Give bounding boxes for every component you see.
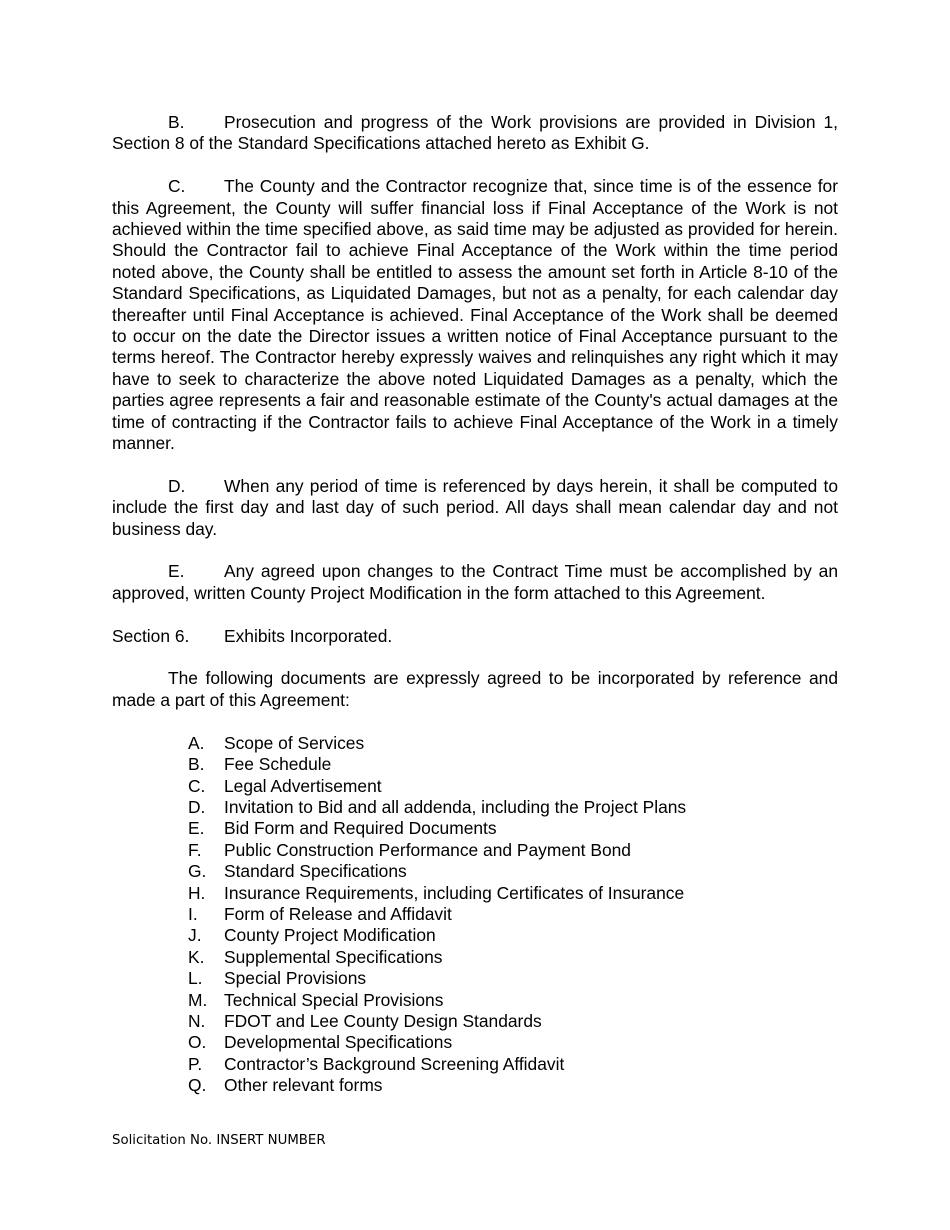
exhibit-letter: I. bbox=[188, 903, 198, 924]
exhibit-letter: C. bbox=[188, 775, 206, 796]
exhibit-title: County Project Modification bbox=[224, 925, 436, 946]
exhibit-item bbox=[188, 1054, 838, 1075]
exhibit-title: Other relevant forms bbox=[224, 1075, 383, 1096]
exhibit-title: Bid Form and Required Documents bbox=[224, 818, 497, 839]
exhibit-item bbox=[188, 840, 838, 861]
paragraph-text: When any period of time is referenced by days herein, it shall be computed to include the first day and last day of such period. All days shall mean calendar day and not business day. bbox=[112, 475, 838, 539]
exhibit-letter: N. bbox=[188, 1010, 206, 1031]
exhibit-letter: D. bbox=[188, 796, 206, 817]
exhibit-item bbox=[188, 797, 838, 818]
exhibit-letter: J. bbox=[188, 925, 202, 946]
exhibit-letter: F. bbox=[188, 839, 202, 860]
exhibit-item bbox=[188, 968, 838, 989]
section-title: Exhibits Incorporated. bbox=[224, 625, 393, 646]
paragraph-label: C. bbox=[168, 176, 186, 197]
section-6-intro bbox=[112, 668, 838, 711]
paragraph-text: The County and the Contractor recognize that, since time is of the essence for this Agreement, the County will suffer financial loss if Final Acceptance of the Work is not achieved within the time specified above, as said time may be adjusted as provided for herein. Should the Contractor fail to achieve Final Acceptance of the Work within the time period noted above, the County shall be entitled to assess the amount set forth in Article 8-10 of the Standard Specifications, as Liquidated Damages, but not as a penalty, for each calendar day thereafter until Final Acceptance is achieved. Final Acceptance of the Work shall be deemed to occur on the date the Director issues a written notice of Final Acceptance pursuant to the terms hereof. The Contractor hereby expressly waives and relinquishes any right which it may have to seek to characterize the above noted Liquidated Damages as a penalty, which the parties agree represents a fair and reasonable estimate of the County's actual damages at the time of contracting if the Contractor fails to achieve Final Acceptance of the Work in a timely manner. bbox=[112, 176, 838, 454]
exhibit-title: Developmental Specifications bbox=[224, 1032, 453, 1053]
exhibit-item bbox=[188, 861, 838, 882]
exhibit-letter: A. bbox=[188, 732, 205, 753]
exhibit-letter: E. bbox=[188, 818, 205, 839]
exhibit-item bbox=[188, 733, 838, 754]
section-6-heading bbox=[112, 626, 838, 647]
exhibit-letter: O. bbox=[188, 1032, 207, 1053]
exhibit-letter: G. bbox=[188, 861, 207, 882]
exhibit-item bbox=[188, 925, 838, 946]
exhibit-letter: B. bbox=[188, 754, 205, 775]
page-content bbox=[112, 112, 838, 1097]
exhibit-letter: M. bbox=[188, 989, 208, 1010]
exhibit-title: Insurance Requirements, including Certificates of Insurance bbox=[224, 882, 685, 903]
exhibit-letter: L. bbox=[188, 968, 203, 989]
intro-text: The following documents are expressly agreed to be incorporated by reference and made a part of this Agreement: bbox=[112, 668, 838, 710]
exhibit-item bbox=[188, 1032, 838, 1053]
exhibit-title: Invitation to Bid and all addenda, including the Project Plans bbox=[224, 796, 687, 817]
paragraph-text: Prosecution and progress of the Work provisions are provided in Division 1, Section 8 of the Standard Specifications attached hereto as Exhibit G. bbox=[112, 112, 838, 154]
exhibit-item bbox=[188, 990, 838, 1011]
footer-solicitation-number: Solicitation No. INSERT NUMBER bbox=[112, 1133, 326, 1148]
paragraph-label: B. bbox=[168, 112, 185, 132]
exhibit-item bbox=[188, 776, 838, 797]
exhibit-title: Special Provisions bbox=[224, 968, 367, 989]
exhibit-title: Legal Advertisement bbox=[224, 775, 382, 796]
paragraph-d bbox=[112, 476, 838, 540]
exhibit-item bbox=[188, 818, 838, 839]
exhibit-letter: K. bbox=[188, 946, 205, 967]
exhibit-item bbox=[188, 883, 838, 904]
exhibit-title: Form of Release and Affidavit bbox=[224, 903, 452, 924]
exhibit-title: Public Construction Performance and Payment Bond bbox=[224, 839, 631, 860]
paragraph-label: E. bbox=[168, 561, 185, 582]
exhibit-title: Fee Schedule bbox=[224, 754, 332, 775]
paragraph-c bbox=[112, 176, 838, 454]
exhibit-letter: Q. bbox=[188, 1075, 207, 1096]
exhibit-item bbox=[188, 1011, 838, 1032]
exhibit-title: Standard Specifications bbox=[224, 861, 407, 882]
exhibit-item bbox=[188, 947, 838, 968]
exhibit-letter: H. bbox=[188, 882, 206, 903]
exhibit-title: FDOT and Lee County Design Standards bbox=[224, 1010, 542, 1031]
exhibit-title: Contractor’s Background Screening Affidavit bbox=[224, 1053, 565, 1074]
paragraph-text: Any agreed upon changes to the Contract Time must be accomplished by an approved, written County Project Modification in the form attached to this Agreement. bbox=[112, 561, 838, 603]
exhibit-title: Supplemental Specifications bbox=[224, 946, 443, 967]
paragraph-e bbox=[112, 561, 838, 604]
exhibit-title: Scope of Services bbox=[224, 732, 365, 753]
exhibit-letter: P. bbox=[188, 1053, 203, 1074]
section-number: Section 6. bbox=[112, 625, 190, 646]
exhibit-title: Technical Special Provisions bbox=[224, 989, 444, 1010]
exhibit-item bbox=[188, 1075, 838, 1096]
paragraph-label: D. bbox=[168, 475, 186, 496]
exhibit-list bbox=[112, 733, 838, 1097]
exhibit-item bbox=[188, 754, 838, 775]
exhibit-item bbox=[188, 904, 838, 925]
paragraph-b bbox=[112, 112, 838, 155]
